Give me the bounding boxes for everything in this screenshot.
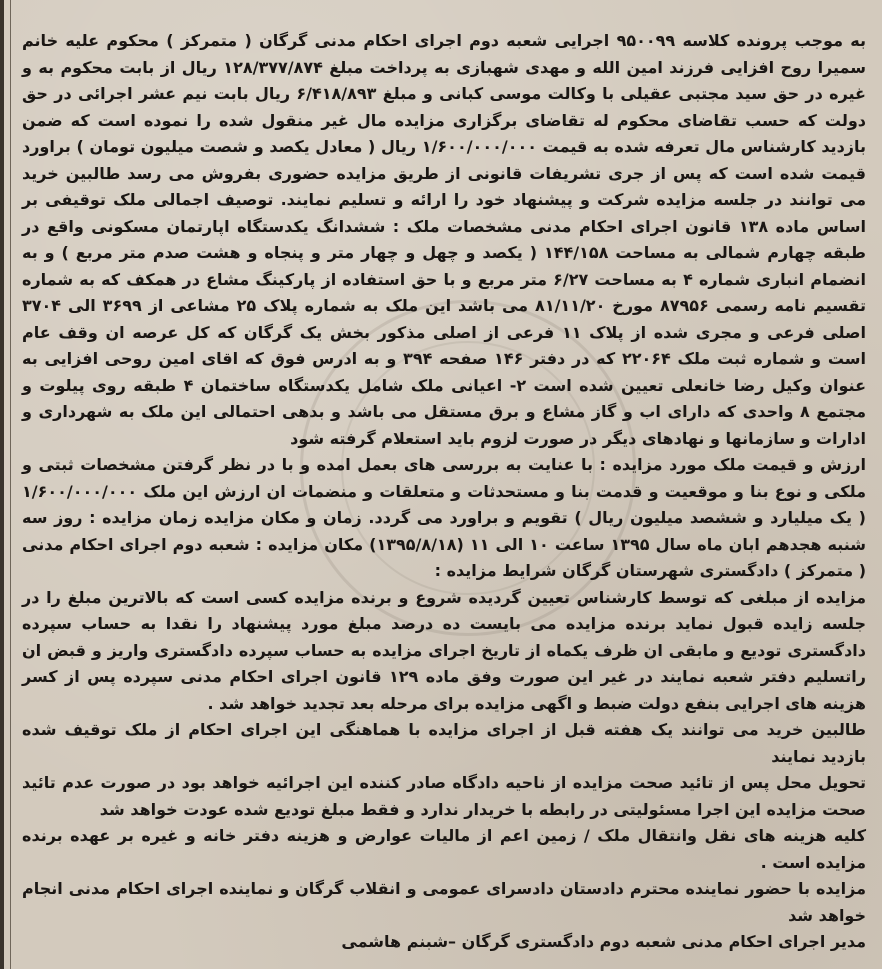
paragraph-case-and-property: به موجب پرونده کلاسه ۹۵۰۰۹۹ اجرایی شعبه دوم اجرای احکام مدنی گرگان ( متمرکز ) محکوم علیه خانم سمیرا روح افزایی فرزند امین الله و مهدی شهبازی به پرداخت مبلغ ۱۲۸/۳۷۷/۸۷۴ ریال از بابت محکوم به و غیره در حق سید مجتبی عقیلی با وکالت موسی کبانی و مبلغ ۶/۴۱۸/۸۹۳ ریال بابت نیم عشر اجرائی در حق دولت که حسب تقاضای محکوم له تقاضای برگزاری مزایده مال غیر منقول شده را نموده است که ضمن بازدید کارشناس مال تعرفه شده به قیمت ۱/۶۰۰/۰۰۰/۰۰۰ ریال ( معادل یکصد و شصت میلیون تومان ) براورد قیمت شده است که پس از جری تشریفات قانونی از طریق مزایده حضوری بفروش می رسد طالبین خرید می توانند در جلسه مزایده شرکت و پیشنهاد خود را ارائه و تسلیم نمایند. توصیف اجمالی ملک توقیفی بر اساس ماده ۱۳۸ قانون اجرای احکام مدنی مشخصات ملک : ششدانگ یکدستگاه اپارتمان مسکونی واقع در طبقه چهارم شمالی به مساحت ۱۴۴/۱۵۸ ( یکصد و چهل و چهار متر و پنجاه و هشت صدم متر مربع ) و به انضمام انباری شماره ۴ به مساحت ۶/۲۷ متر مربع و با حق استفاده از پارکینگ مشاع در همکف که به شماره تقسیم نامه رسمی ۸۷۹۵۶ مورخ ۸۱/۱۱/۲۰ می باشد این ملک به شماره پلاک ۲۵ مشاعی از ۳۶۹۹ الی ۳۷۰۴ اصلی فرعی و مجری شده از پلاک ۱۱ فرعی از اصلی مذکور بخش یک گرگان که کل عرصه ان وقف عام است و شماره ثبت ملک ۲۲۰۶۴ که در دفتر ۱۴۶ صفحه ۳۹۴ و به ادرس فوق که اقای امین روحی افزایی به عنوان وکیل رضا خانعلی تعیین شده است ۲- اعیانی ملک شامل یکدستگاه ساختمان ۴ طبقه روی پیلوت و مجتمع ۸ واحدی که دارای اب و گاز مشاع و برق مستقل می باشد و بدهی احتمالی این ملک به شهرداری و ادارات و سازمانها و نهادهای دیگر در صورت لزوم باید استعلام گرفته شود <box>22 31 867 448</box>
left-border-line <box>0 0 4 969</box>
paragraph-delivery: تحویل محل پس از تائید صحت مزایده از ناحیه دادگاه صادر کننده این اجرائیه خواهد بود در صورت عدم تائید صحت مزایده این اجرا مسئولیتی در رابطه با خریدار ندارد و فقط مبلغ تودیع شده عودت خواهد شد <box>22 773 866 819</box>
auction-notice-body <box>22 28 866 956</box>
paragraph-transfer-costs: کلیه هزینه های نقل وانتقال ملک / زمین اعم از مالیات عوارض و هزینه دفتر خانه و غیره بر عهده برنده مزایده است . <box>22 826 866 872</box>
paragraph-auction-terms: مزایده از مبلغی که توسط کارشناس تعیین گردیده شروع و برنده مزایده کسی است که بالاترین مبلغ را در جلسه زایده قبول نماید برنده مزایده می بایست ده درصد مبلغ مورد پیشنهاد را نقدا به حساب سپرده دادگستری تودیع و مابقی ان ظرف یکماه از تاریخ اجرای مزایده به حساب سپرده دادگستری واریز و قبض ان راتسلیم دفتر شعبه نمایند در غیر این صورت وفق ماده ۱۲۹ قانون اجرای احکام مدنی سپرده پس از کسر هزینه های اجرایی بنفع دولت ضبط و اگهی مزایده برای مرحله بعد تجدید خواهد شد . <box>22 587 866 713</box>
signature-line: مدیر اجرای احکام مدنی شعبه دوم دادگستری گرگان –شبنم هاشمی <box>341 932 866 951</box>
left-border-thin-line <box>10 0 11 969</box>
paragraph-inspection: طالبین خرید می توانند یک هفته قبل از اجرای مزایده با هماهنگی این اجرای احکام از ملک توقیف شده بازدید نمایند <box>22 720 866 766</box>
paragraph-supervision: مزایده با حضور نماینده محترم دادستان دادسرای عمومی و انقلاب گرگان و نماینده اجرای احکام مدنی انجام خواهد شد <box>22 879 866 925</box>
paragraph-value-time-place: ارزش و قیمت ملک مورد مزایده : با عنایت به بررسی های بعمل امده و با در نظر گرفتن مشخصات ثبتی و ملکی و نوع بنا و موقعیت و قدمت بنا و مستحدثات و متعلقات و منضمات ان ارزش این ملک ۱/۶۰۰/۰۰۰/۰۰۰ ( یک میلیارد و ششصد میلیون ریال ) تقویم و براورد می گردد. زمان و مکان مزایده زمان مزایده : روز سه شنبه هجدهم ابان ماه سال ۱۳۹۵ ساعت ۱۰ الی ۱۱ (۱۳۹۵/۸/۱۸) مکان مزایده : شعبه دوم اجرای احکام مدنی ( متمرکز ) دادگستری شهرستان گرگان شرایط مزایده : <box>22 455 866 580</box>
